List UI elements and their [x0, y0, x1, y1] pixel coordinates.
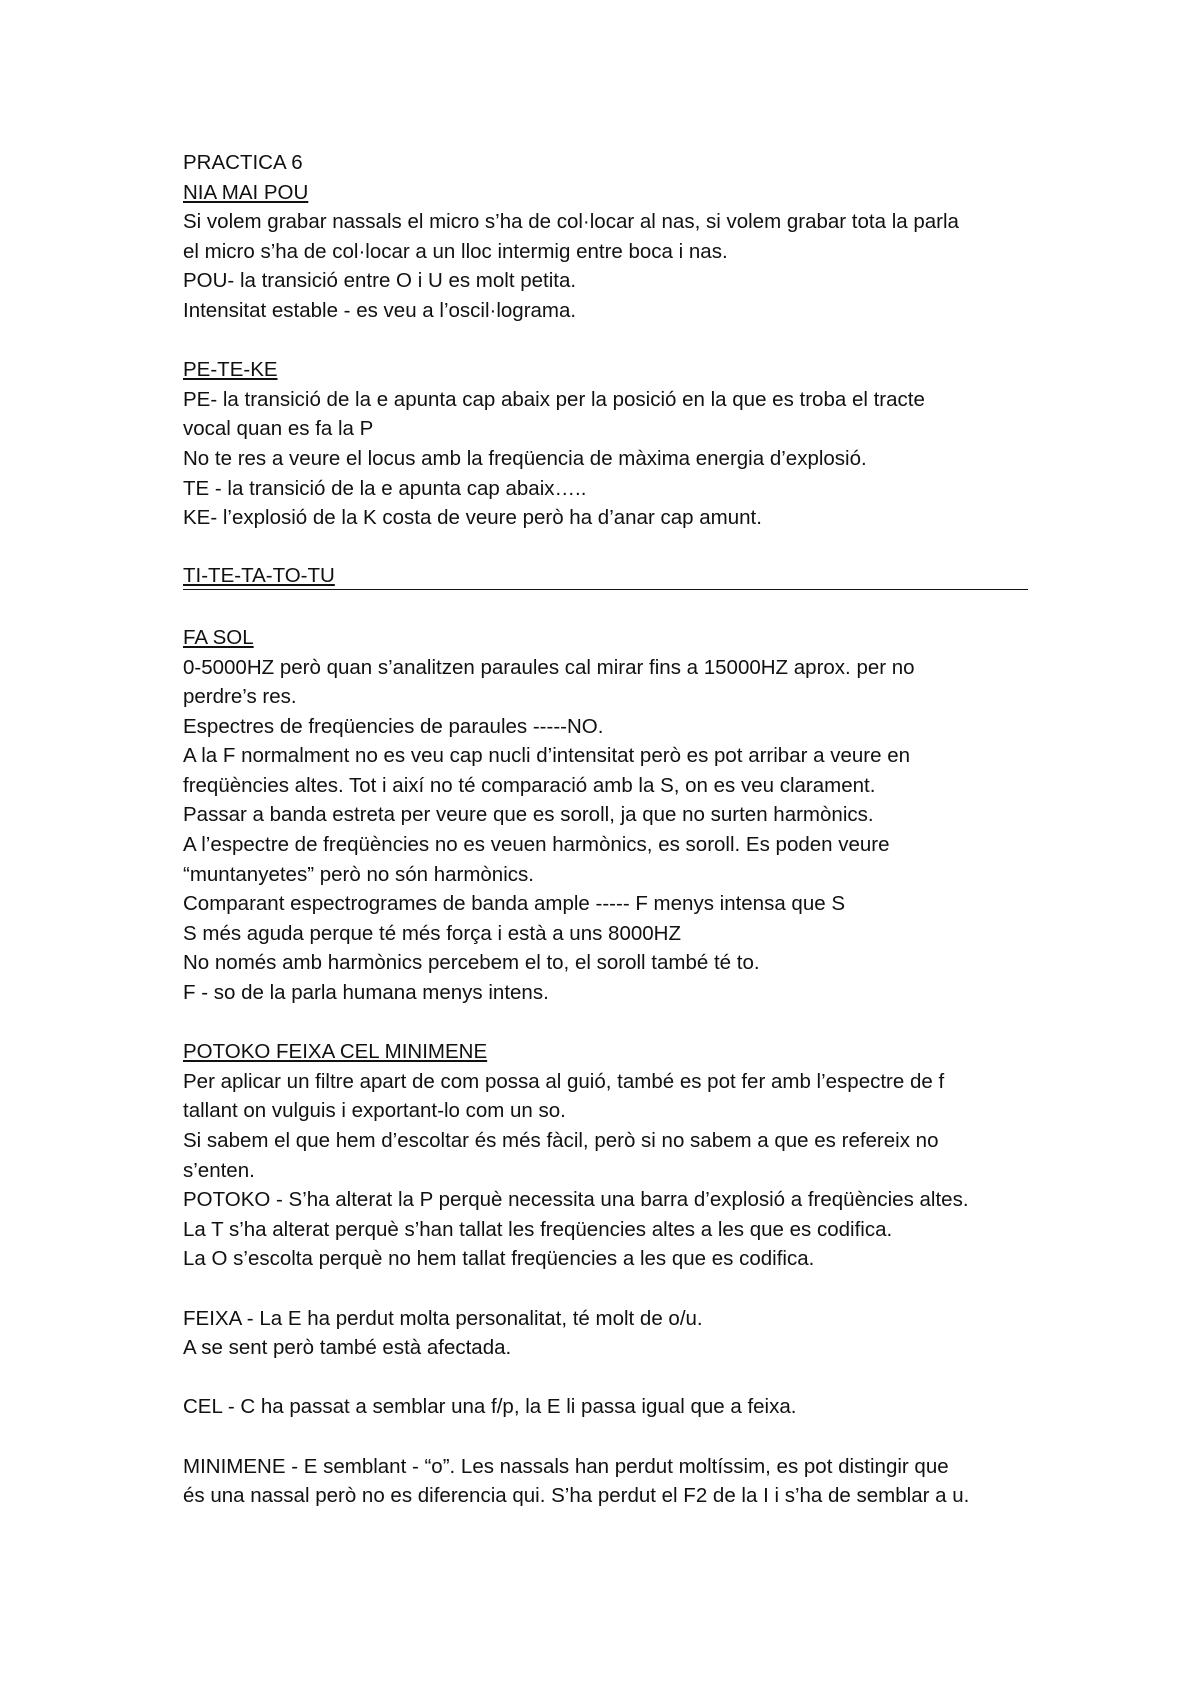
section-heading-potoko-feixa-cel-minimene: POTOKO FEIXA CEL MINIMENE	[183, 1040, 488, 1064]
text-line: PE- la transició de la e apunta cap abaix per la posició en la que es troba el tracte	[183, 387, 925, 411]
text-line: perdre’s res.	[183, 685, 297, 709]
text-line: A se sent però també està afectada.	[183, 1336, 512, 1360]
text-line: vocal quan es fa la P	[183, 417, 374, 441]
paragraph-gap	[183, 593, 1028, 623]
text-line: A l’espectre de freqüències no es veuen harmònics, es soroll. Es poden veure	[183, 833, 890, 857]
text-line: No només amb harmònics percebem el to, el soroll també té to.	[183, 951, 760, 975]
text-line: Comparant espectrogrames de banda ample ----- F menys intensa que S	[183, 892, 846, 916]
text-line: MINIMENE - E semblant - “o”. Les nassals han perdut moltíssim, es pot distingir que	[183, 1454, 949, 1478]
text-line: KE- l’explosió de la K costa de veure però ha d’anar cap amunt.	[183, 506, 762, 530]
text-line: Espectres de freqüencies de paraules -----NO.	[183, 714, 604, 738]
text-line: CEL - C ha passat a semblar una f/p, la E li passa igual que a feixa.	[183, 1395, 797, 1419]
text-line: POU- la transició entre O i U es molt petita.	[183, 269, 577, 293]
document-title: PRACTICA 6	[183, 151, 303, 174]
section-heading-pe-te-ke: PE-TE-KE	[183, 358, 278, 382]
section-heading-fa-sol: FA SOL	[183, 625, 254, 649]
paragraph-gap	[183, 1008, 1028, 1038]
paragraph-gap	[183, 1422, 1028, 1452]
section-heading-nia-mai-pou: NIA MAI POU	[183, 180, 309, 204]
text-line: No te res a veure el locus amb la freqüencia de màxima energia d’explosió.	[183, 446, 867, 470]
text-line: Per aplicar un filtre apart de com possa al guió, també es pot fer amb l’espectre de f	[183, 1069, 945, 1093]
text-line: freqüències altes. Tot i així no té comparació amb la S, on es veu clarament.	[183, 773, 876, 797]
paragraph-gap	[183, 533, 1028, 563]
paragraph-gap	[183, 1363, 1028, 1393]
text-line: La T s’ha alterat perquè s’han tallat les freqüencies altes a les que es codifica.	[183, 1217, 893, 1241]
text-line: FEIXA - La E ha perdut molta personalitat, té molt de o/u.	[183, 1306, 703, 1330]
text-line: A la F normalment no es veu cap nucli d’intensitat però es pot arribar a veure en	[183, 744, 911, 768]
text-line: Si sabem el que hem d’escoltar és més fàcil, però si no sabem a que es refereix no	[183, 1129, 939, 1152]
text-line: “muntanyetes” però no són harmònics.	[183, 862, 534, 886]
text-line: Intensitat estable - es veu a l’oscil·lograma.	[183, 298, 577, 322]
text-line: Si volem grabar nassals el micro s’ha de col·locar al nas, si volem grabar tota la parla	[183, 210, 959, 234]
text-line: Passar a banda estreta per veure que es soroll, ja que no surten harmònics.	[183, 803, 874, 827]
text-line: 0-5000HZ però quan s’analitzen paraules cal mirar fins a 15000HZ aprox. per no	[183, 655, 915, 679]
text-line: La O s’escolta perquè no hem tallat freqüencies a les que es codifica.	[183, 1247, 815, 1271]
text-line: tallant on vulguis i exportant-lo com un so.	[183, 1099, 566, 1123]
section-heading-ti-te-ta-to-tu: TI-TE-TA-TO-TU	[183, 562, 1028, 590]
text-line: F - so de la parla humana menys intens.	[183, 981, 549, 1005]
paragraph-gap	[183, 326, 1028, 356]
text-line: TE - la transició de la e apunta cap abaix…..	[183, 476, 587, 500]
document-page	[183, 148, 1028, 1511]
text-line: és una nassal però no es diferencia qui. S’ha perdut el F2 de la I i s’ha de semblar a u.	[183, 1484, 970, 1508]
text-line: s’enten.	[183, 1158, 255, 1182]
text-line: el micro s’ha de col·locar a un lloc intermig entre boca i nas.	[183, 239, 728, 263]
text-line: S més aguda perque té més força i està a uns 8000HZ	[183, 921, 681, 945]
text-line: POTOKO - S’ha alterat la P perquè necessita una barra d’explosió a freqüències altes.	[183, 1188, 969, 1212]
paragraph-gap	[183, 1274, 1028, 1304]
